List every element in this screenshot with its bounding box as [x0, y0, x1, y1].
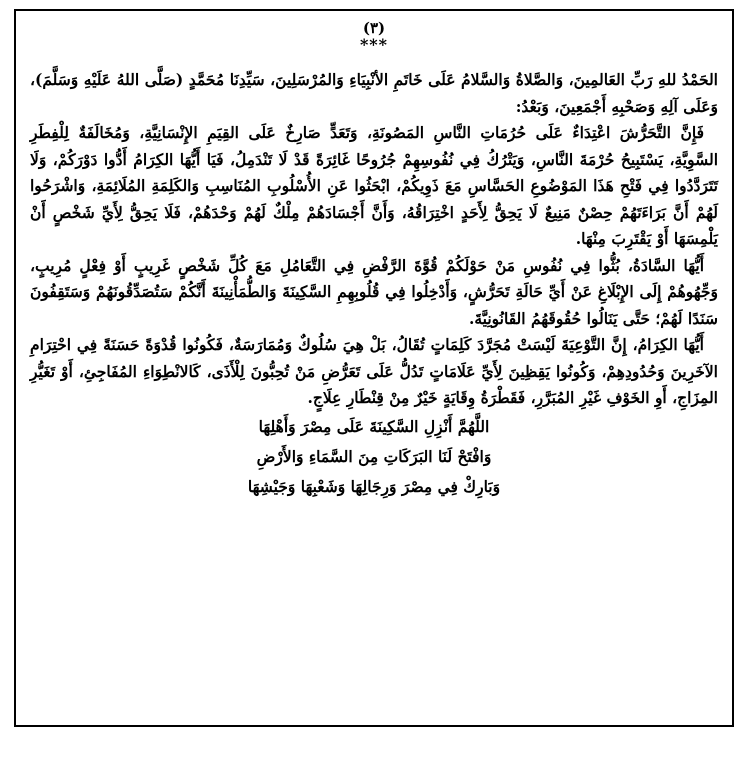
opening-paragraph: الحَمْدُ للهِ رَبِّ العَالمِينَ، وَالصَّلاةُ وَالسَّلامُ عَلَى خَاتَمِ الأنْبِيَاءِ وَالمُرْسَلِينَ، سَيِّدِنَا مُحَمَّدٍ (صَلَّى اللهُ عَلَيْهِ وَسَلَّمَ)، وَعَلَى آلِهِ وَصَحْبِهِ أَجْمَعِينَ، وَبَعْدُ:	[30, 70, 718, 116]
paragraph-awareness: أَيُّهَا الكِرَامُ، إِنَّ التَّوْعِيَةَ لَيْسَتْ مُجَرَّدَ كَلِمَاتٍ تُقَالُ، بَلْ هِيَ سُلُوكٌ وَمُمَارَسَةٌ، فَكُونُوا قُدْوَةً حَسَنَةً فِي احْتِرَامِ الآخَرِينَ وَحُدُودِهِمْ، وَكُونُوا يَقِظِينَ لِأَيِّ عَلَامَاتٍ تَدُلُّ عَلَى تَعَرُّضِ مَنْ تُحِبُّونَ لِلْأَذَى، كَالانْطِوَاءِ المُفَاجِئِ، أَوْ تَغَيُّرِ المِزَاجِ، أَوِ الخَوْفِ غَيْرِ المُبَرَّرِ، فَقَطْرَةُ وِقَايَةٍ خَيْرٌ مِنْ قِنْطَارِ عِلَاجٍ.	[30, 335, 718, 407]
page-frame	[14, 9, 734, 727]
section-divider-stars: ***	[359, 35, 389, 54]
paragraph-sirs: أَيُّهَا السَّادَةُ، بُثُّوا فِي نُفُوسِ مَنْ حَوْلَكُمْ قُوَّةَ الرَّفْضِ فِي التَّعَامُلِ مَعَ كُلِّ شَخْصٍ غَرِيبٍ أَوْ فِعْلٍ مُرِيبٍ، وَجِّهُوهُمْ إِلَى الإِبْلَاغِ عَنْ أَيِّ حَالَةِ تَحَرُّشٍ، وَأَدْخِلُوا فِي قُلُوبِهِمِ السَّكِينَةَ وَالطُّمَأْنِينَةَ أَنَّكُمْ سَتُصَدِّقُونَهُمْ وَسَتَقِفُونَ سَنَدًا لَهُمْ؛ حَتَّى يَنَالُوا حُقُوقَهُمُ القَانُونِيَّةَ.	[30, 255, 718, 328]
closing-prayer	[30, 412, 718, 502]
page-number: (٣)	[362, 19, 386, 37]
sermon-body	[30, 67, 718, 412]
prayer-line: وَبَارِكْ فِي مِصْرَ وَرِجَالِهَا وَشَعْبِهَا وَجَيْشِهَا	[247, 476, 501, 496]
paragraph-harassment: فَإِنَّ التَّحَرُّشَ اعْتِدَاءٌ عَلَى حُرُمَاتِ النَّاسِ المَصُونَةِ، وَتَعَدٍّ صَارِخٌ عَلَى القِيَمِ الإِنْسَانِيَّةِ، وَمُخَالَفَةٌ لِلْفِطَرِ السَّوِيَّةِ، يَسْتَبِيحُ حُرْمَةَ النَّاسِ، وَيَتْرُكُ فِي نُفُوسِهِمْ جُرُوحًا غَائِرَةً قَدْ لَا تَنْدَمِلُ، فَيَا أَيُّهَا الكِرَامُ أَدُّوا دَوْرَكُمْ، وَلَا تَتَرَدَّدُوا فِي فَتْحِ هَذَا المَوْضُوعِ الحَسَّاسِ مَعَ ذَوِيكُمْ، ابْحَثُوا عَنِ الأُسْلُوبِ المُنَاسِبِ وَالكَلِمَةِ المُلَائِمَةِ، وَاشْرَحُوا لَهُمْ أَنَّ بَرَاءَتَهُمْ حِصْنٌ مَنِيعٌ لَا يَحِقُّ لِأَحَدٍ اخْتِرَاقُهُ، وَأَنَّ أَجْسَادَهُمْ مِلْكٌ لَهُمْ وَحْدَهُمْ، فَلَا يَحِقُّ لِأَيِّ شَخْصٍ أَنْ يَلْمِسَهَا أَوْ يَقْتَرِبَ مِنْهَا.	[30, 123, 718, 248]
prayer-line: وَافْتَحْ لَنَا البَرَكَاتِ مِنَ السَّمَاءِ وَالأَرْضِ	[256, 446, 492, 466]
prayer-line: اللَّهُمَّ أَنْزِلِ السَّكِينَةَ عَلَى مِصْرَ وَأَهْلِهَا	[258, 416, 490, 436]
